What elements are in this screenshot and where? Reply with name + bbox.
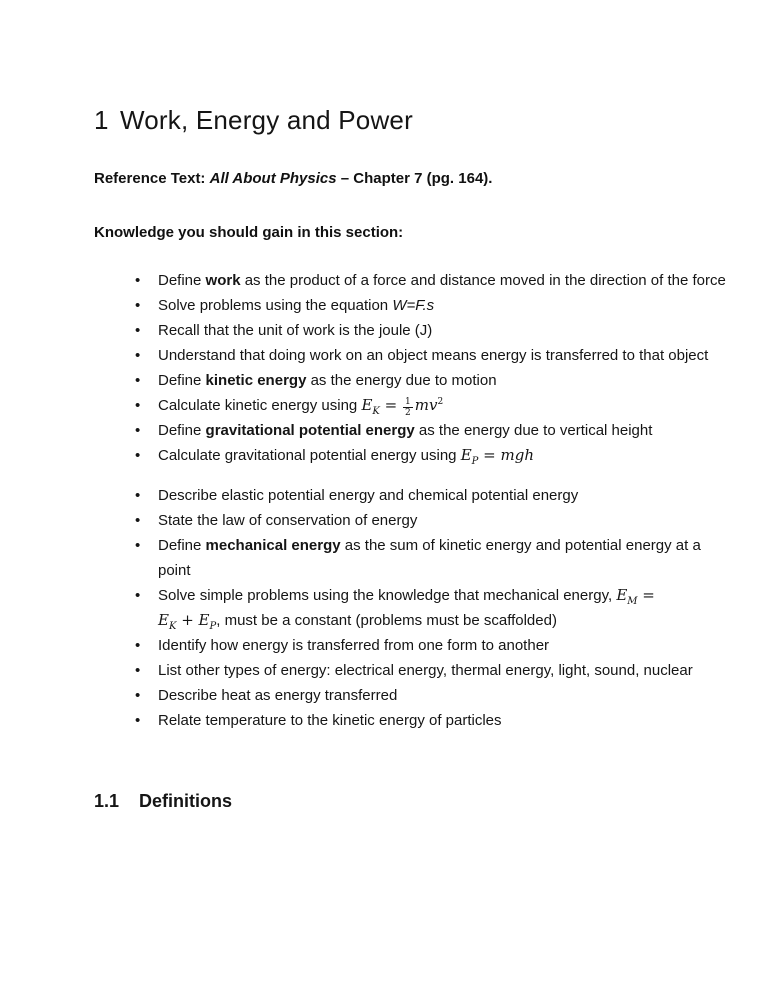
- text-segment: Describe elastic potential energy and chemical potential energy: [158, 487, 579, 505]
- subsection-heading-number: 1.1: [94, 791, 120, 812]
- bullet-item: [158, 268, 736, 293]
- text-segment: Identify how energy is transferred from one form to another: [158, 637, 550, 655]
- math-operator: =: [478, 446, 501, 465]
- text-segment: Define: [158, 422, 206, 440]
- bullet-item: [158, 508, 736, 533]
- fraction-numerator: 1: [405, 396, 411, 407]
- bullet-item: [158, 293, 736, 318]
- fraction-denominator: 2: [405, 407, 411, 418]
- section-heading: [94, 105, 736, 135]
- reference-suffix: – Chapter 7 (pg. 164).: [336, 170, 493, 187]
- math-variable-subscripted: $E_K$: [158, 611, 177, 633]
- math-variable: mgh: [500, 446, 534, 465]
- math-subscript: P: [471, 456, 479, 468]
- subsection-heading-title: Definitions: [139, 791, 232, 812]
- bullet-item: [158, 418, 736, 443]
- subsection-heading: [94, 791, 736, 812]
- bullet-item: [158, 483, 736, 508]
- bullet-item: [158, 443, 736, 468]
- text-segment: , must be a constant (problems must be scaffolded): [216, 612, 557, 630]
- math-subscript: M: [627, 596, 638, 608]
- italic-text-segment: W=F.s: [392, 297, 435, 314]
- text-segment: as the product of a force and distance moved in the direction of the force: [240, 272, 726, 289]
- text-segment: Describe heat as energy transferred: [158, 687, 398, 705]
- math-subscript: K: [168, 621, 177, 633]
- reference-book-title: All About Physics: [209, 170, 337, 187]
- bullet-item: [158, 633, 736, 658]
- bullet-item: [158, 318, 736, 343]
- text-segment: as the sum of kinetic energy and potential energy at a point: [158, 537, 701, 580]
- section-heading-title: Work, Energy and Power: [120, 105, 413, 135]
- text-segment: State the law of conservation of energy: [158, 512, 418, 530]
- text-segment: Define: [158, 537, 206, 555]
- section-heading-number: 1: [94, 105, 109, 135]
- bullet-item: [158, 393, 736, 418]
- math-variable-subscripted: $E_K$: [361, 396, 380, 417]
- text-segment: Calculate gravitational potential energy using: [158, 447, 461, 465]
- text-segment: Solve problems using the equation: [158, 297, 393, 314]
- math-operator: +: [176, 611, 199, 630]
- math-variable: mv: [414, 396, 438, 414]
- math-subscript: K: [372, 406, 380, 417]
- math-superscript: 2: [437, 397, 444, 407]
- math-operator: =: [637, 586, 655, 605]
- text-segment: Calculate kinetic energy using: [158, 397, 362, 414]
- bold-text-segment: gravitational potential energy: [205, 422, 415, 440]
- bullet-item: [158, 683, 736, 708]
- bullet-item: [158, 533, 736, 583]
- math-subscript: P: [209, 621, 217, 633]
- text-segment: Define: [158, 272, 206, 289]
- math-variable-subscripted: $E_M$: [616, 586, 638, 608]
- math-operator: =: [379, 396, 402, 414]
- bullet-item: [158, 343, 736, 368]
- bullet-item: [158, 368, 736, 393]
- knowledge-objectives-list: [94, 268, 736, 733]
- math-variable-subscripted: $E_P$: [198, 611, 217, 633]
- bold-text-segment: work: [205, 272, 241, 289]
- knowledge-heading: Knowledge you should gain in this section:: [94, 224, 404, 241]
- bullet-item: [158, 583, 736, 633]
- text-segment: Solve simple problems using the knowledge that mechanical energy,: [158, 587, 617, 605]
- text-segment: Relate temperature to the kinetic energy of particles: [158, 712, 502, 730]
- text-segment: Recall that the unit of work is the joule (J): [158, 322, 433, 339]
- text-segment: Understand that doing work on an object means energy is transferred to that object: [158, 347, 709, 364]
- text-segment: Define: [158, 372, 206, 389]
- math-variable-subscripted: $E_P$: [460, 446, 479, 468]
- reference-text: [94, 170, 736, 188]
- text-segment: List other types of energy: electrical energy, thermal energy, light, sound, nuclear: [158, 662, 693, 680]
- bold-text-segment: kinetic energy: [205, 372, 307, 389]
- math-fraction: [403, 397, 413, 419]
- text-segment: as the energy due to vertical height: [414, 422, 653, 440]
- text-segment: as the energy due to motion: [306, 372, 497, 389]
- reference-prefix: Reference Text:: [94, 170, 210, 187]
- bullet-item: [158, 708, 736, 733]
- bullet-item: [158, 658, 736, 683]
- bold-text-segment: mechanical energy: [205, 537, 341, 555]
